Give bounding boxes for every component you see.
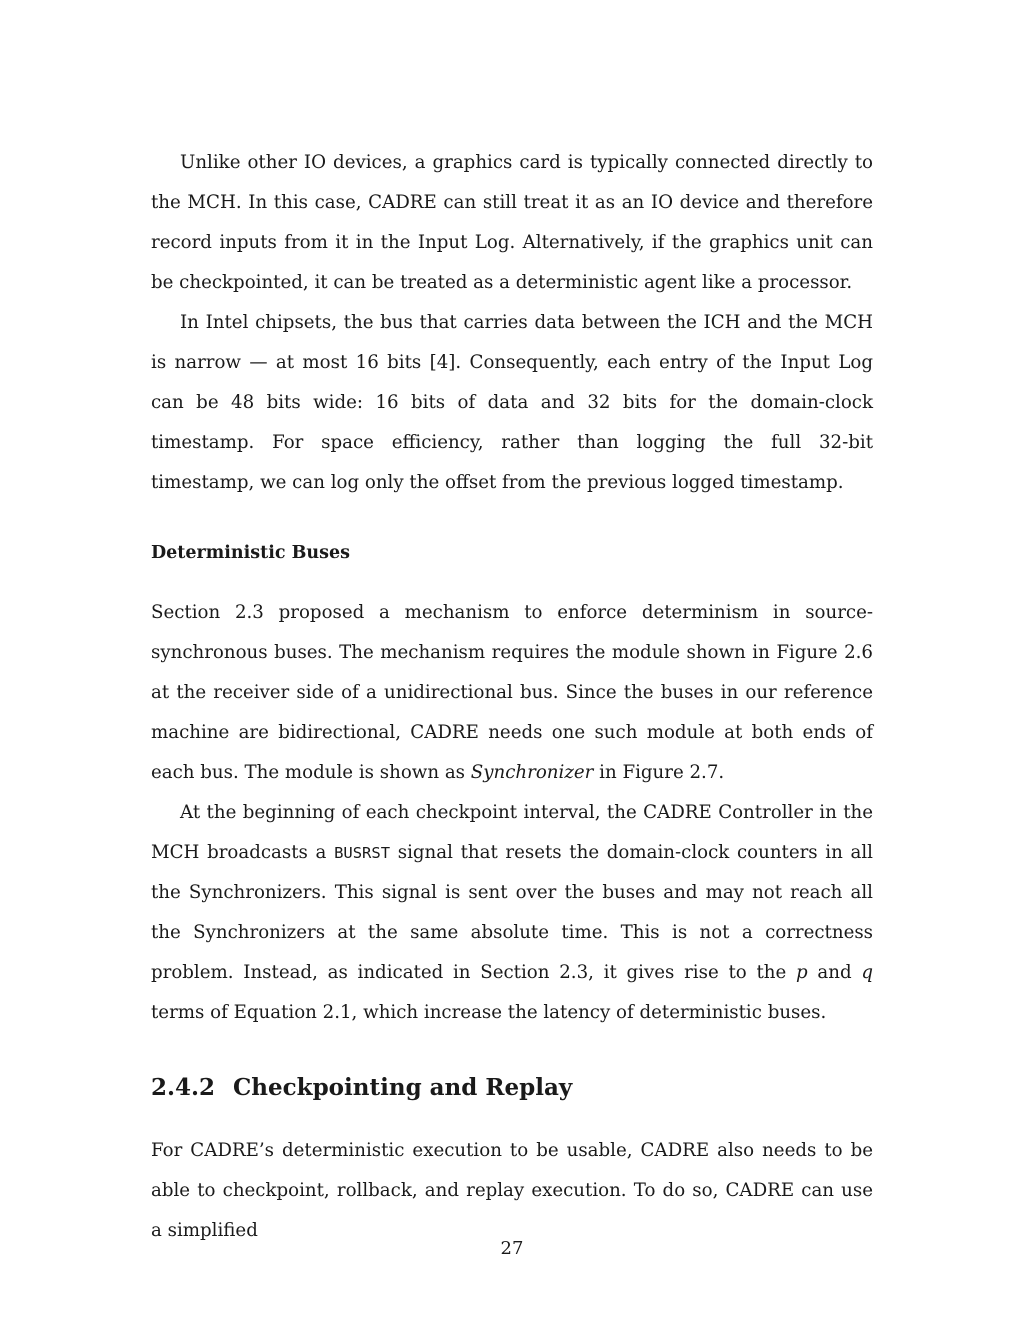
code-busrst: BUSRST xyxy=(334,844,391,862)
text-run: in Figure 2.7. xyxy=(593,762,725,783)
section-title: Checkpointing and Replay xyxy=(233,1074,573,1101)
paragraph-checkpoint-interval xyxy=(151,793,873,1033)
section-number: 2.4.2 xyxy=(151,1074,216,1101)
subsection-title: Deterministic Buses xyxy=(151,543,350,563)
text-run: terms of Equation 2.1, which increase the latency of deterministic buses. xyxy=(151,1002,827,1023)
math-q: q xyxy=(861,962,874,983)
page-number: 27 xyxy=(500,1238,524,1259)
emphasis-synchronizer: Synchronizer xyxy=(470,762,594,783)
paragraph-graphics-card: Unlike other IO devices, a graphics card is typically connected directly to the MCH. In this case, CADRE can still treat it as an IO device and therefore record inputs from it in the Input Log. Alternatively, if the graphics unit can be checkpointed, it can be treated as a deterministic agent like a processor. xyxy=(151,152,873,293)
text-run: Section 2.3 proposed a mechanism to enforce determinism in source-synchronous buses. The mechanism requires the module shown in Figure 2.6 at the receiver side of a unidirectional bus. Since the buses in our reference machine are bidirectional, CADRE needs one such module at both ends of each bus. The module is shown as xyxy=(151,602,873,783)
section-heading xyxy=(151,1068,873,1108)
paragraph-intel-chipsets: In Intel chipsets, the bus that carries data between the ICH and the MCH is narrow — at most 16 bits [4]. Consequently, each entry of the Input Log can be 48 bits wide: 16 bits of data and 32 bits for the domain-clock timestamp. For space efficiency, rather than logging the full 32-bit timestamp, we can log only the offset from the previous logged timestamp. xyxy=(151,312,873,493)
paragraph-checkpointing: For CADRE’s deterministic execution to be usable, CADRE also needs to be able to checkpoint, rollback, and replay execution. To do so, CADRE can use a simplified xyxy=(151,1140,873,1241)
text-run: signal that resets the domain-clock counters in all the Synchronizers. This signal is sent over the buses and may not reach all the Synchronizers at the same absolute time. This is not a correctness problem. Instead, as indicated in Section 2.3, it gives rise to the xyxy=(151,842,873,983)
page-body xyxy=(151,143,873,1251)
math-p: p xyxy=(796,962,808,983)
text-run: At the beginning of each checkpoint interval, the CADRE Controller in the MCH broadcasts a xyxy=(151,802,873,863)
text-run: and xyxy=(807,962,862,983)
paragraph-section-2-3 xyxy=(151,593,873,793)
